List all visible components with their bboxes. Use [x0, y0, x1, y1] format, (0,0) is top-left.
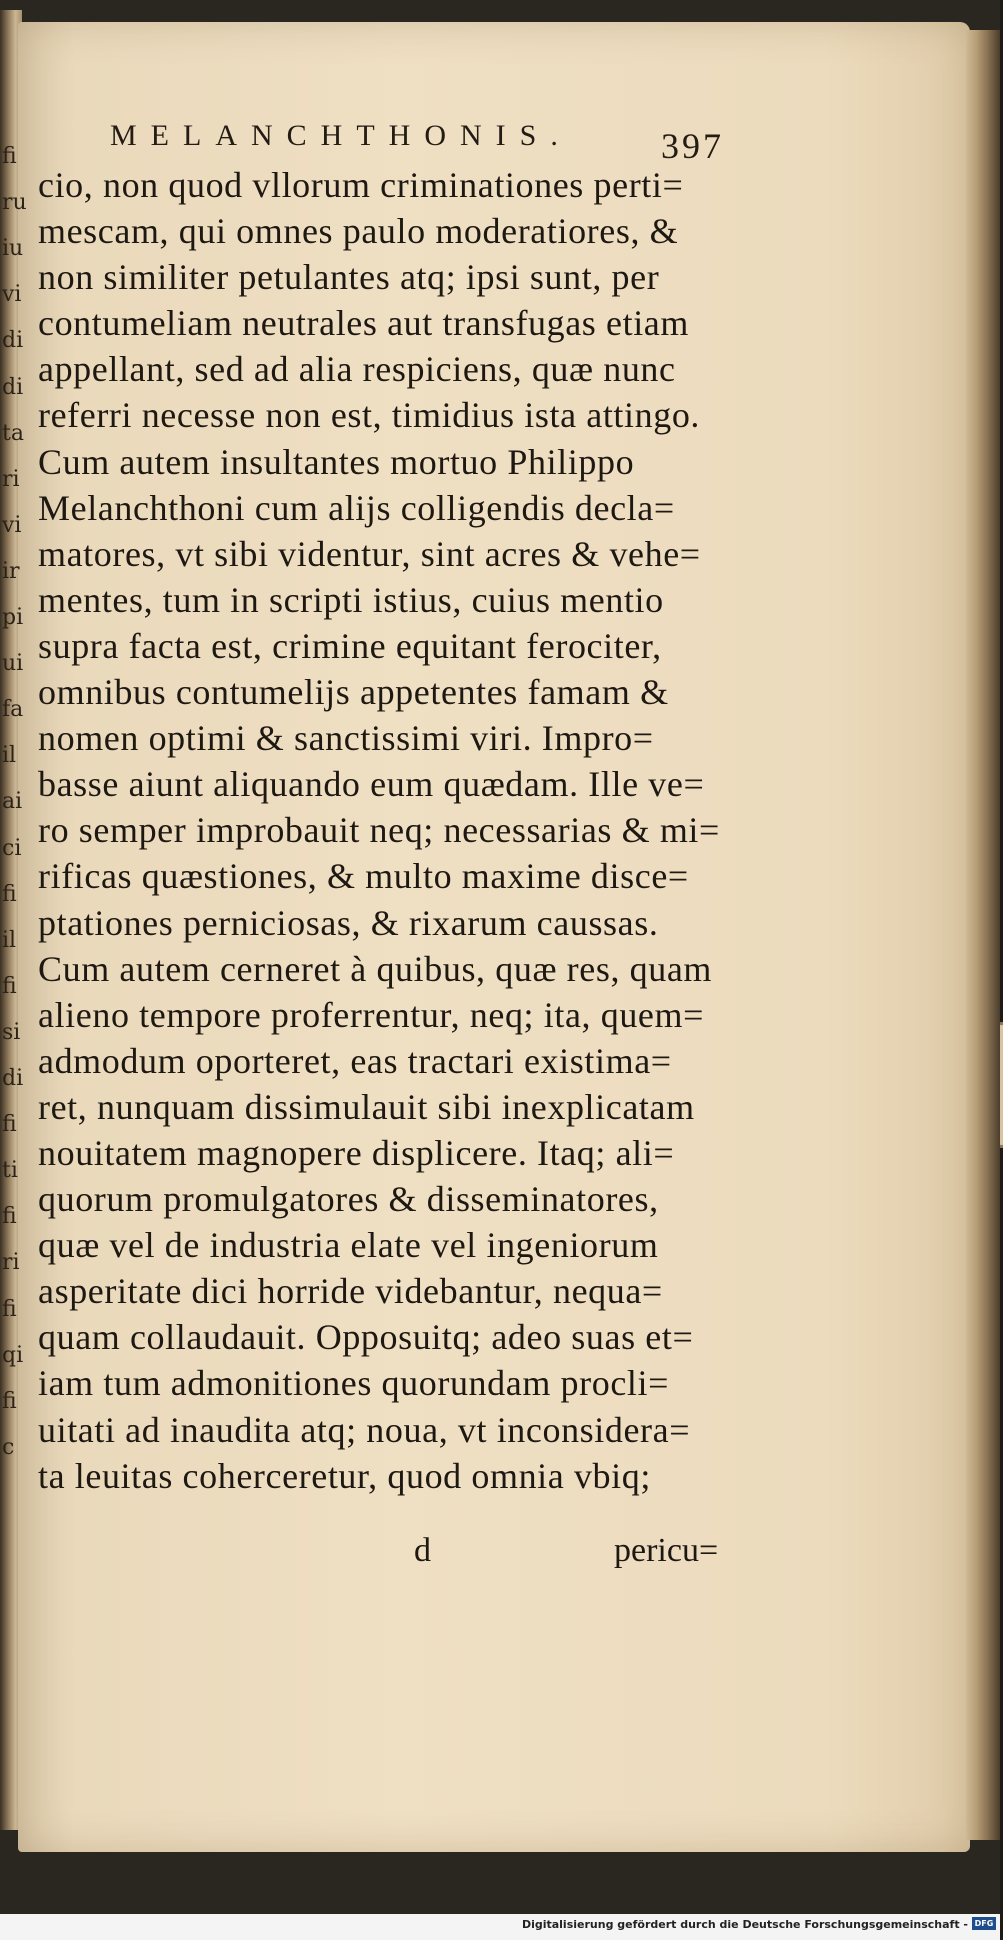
text-line: contumeliam neutrales aut transfugas etiam [38, 303, 689, 344]
prev-page-fragment: ui [2, 651, 24, 677]
funding-credit: Digitalisierung gefördert durch die Deutsche Forschungsgemeinschaft - [521, 1918, 968, 1931]
text-line: rificas quæstiones, & multo maxime disce= [38, 856, 689, 897]
text-line: mescam, qui omnes paulo moderatiores, & [38, 211, 679, 252]
text-line: Melanchthoni cum alijs colligendis decla= [38, 487, 675, 528]
text-line: quorum promulgatores & disseminatores, [38, 1179, 659, 1220]
prev-page-fragment: vi [2, 512, 22, 538]
next-page-edge [966, 30, 1000, 1840]
prev-page-fragment: c [2, 1434, 15, 1460]
text-line: ta leuitas coherceretur, quod omnia vbiq; [38, 1455, 651, 1496]
prev-page-fragment: ci [2, 835, 22, 861]
text-line: admodum oporteret, eas tractari existima= [38, 1040, 672, 1081]
text-line: mentes, tum in scripti istius, cuius mentio [38, 579, 664, 620]
prev-page-fragment: iu [2, 236, 24, 262]
text-line: ro semper improbauit neq; necessarias & mi= [38, 810, 720, 851]
text-line: alieno tempore proferrentur, neq; ita, quem= [38, 994, 705, 1035]
prev-page-fragment: fi [2, 1388, 17, 1414]
prev-page-fragment: fi [2, 1204, 17, 1230]
text-line: ptationes perniciosas, & rixarum caussas. [38, 902, 659, 943]
prev-page-fragment: fi [2, 1296, 17, 1322]
text-line: iam tum admonitiones quorundam procli= [38, 1363, 670, 1404]
prev-page-fragment: il [2, 927, 17, 953]
text-line: referri necesse non est, timidius ista attingo. [38, 395, 701, 436]
page-number: 397 [661, 126, 724, 166]
prev-page-fragment: ta [2, 420, 24, 446]
text-line: omnibus contumelijs appetentes famam & [38, 672, 669, 713]
text-line: non similiter petulantes atq; ipsi sunt, per [38, 257, 660, 298]
running-head: MELANCHTHONIS. [110, 119, 572, 152]
prev-page-fragment: ti [2, 1158, 18, 1184]
text-line: basse aiunt aliquando eum quædam. Ille ve= [38, 764, 705, 805]
prev-page-fragment: di [2, 1066, 24, 1091]
prev-page-fragment: fi [2, 1112, 17, 1138]
text-line: appellant, sed ad alia respiciens, quæ nunc [38, 349, 676, 390]
prev-page-fragment: fi [2, 881, 17, 907]
prev-page-fragment: ru [2, 190, 27, 216]
signature-mark: d [414, 1532, 431, 1569]
prev-page-fragment: ri [2, 1250, 20, 1276]
book-page [18, 22, 970, 1852]
catchword: pericu= [614, 1532, 719, 1569]
previous-page-text-fragments [0, 140, 27, 1540]
text-line: supra facta est, crimine equitant ferociter, [38, 625, 662, 666]
page-body-text [38, 162, 748, 1499]
prev-page-fragment: pi [2, 605, 24, 630]
text-line: Cum autem cerneret à quibus, quæ res, quam [38, 948, 713, 989]
text-line: ret, nunquam dissimulauit sibi inexplicatam [38, 1086, 695, 1127]
prev-page-fragment: ri [2, 466, 20, 492]
prev-page-fragment: fa [2, 697, 24, 723]
prev-page-fragment: ai [2, 789, 23, 815]
prev-page-fragment: qi [2, 1342, 24, 1368]
text-line: Cum autem insultantes mortuo Philippo [38, 441, 635, 482]
prev-page-fragment: ir [2, 558, 20, 584]
prev-page-fragment: il [2, 743, 17, 769]
prev-page-fragment: di [2, 374, 24, 400]
text-line: asperitate dici horride videbantur, nequa= [38, 1271, 663, 1312]
text-line: nomen optimi & sanctissimi viri. Impro= [38, 718, 654, 759]
text-line: uitati ad inaudita atq; noua, vt inconsidera= [38, 1409, 691, 1450]
text-line: nouitatem magnopere displicere. Itaq; ali= [38, 1132, 675, 1173]
prev-page-fragment: fi [2, 144, 17, 169]
text-line: cio, non quod vllorum criminationes perti= [38, 165, 684, 205]
text-line: quam collaudauit. Opposuitq; adeo suas et= [38, 1317, 694, 1358]
text-line: matores, vt sibi videntur, sint acres & vehe= [38, 533, 701, 574]
dfg-logo: DFG [972, 1917, 996, 1930]
prev-page-fragment: si [2, 1019, 21, 1045]
text-line: quæ vel de industria elate vel ingeniorum [38, 1225, 659, 1266]
prev-page-fragment: fi [2, 973, 17, 999]
prev-page-fragment: vi [2, 282, 22, 308]
prev-page-fragment: di [2, 328, 24, 354]
